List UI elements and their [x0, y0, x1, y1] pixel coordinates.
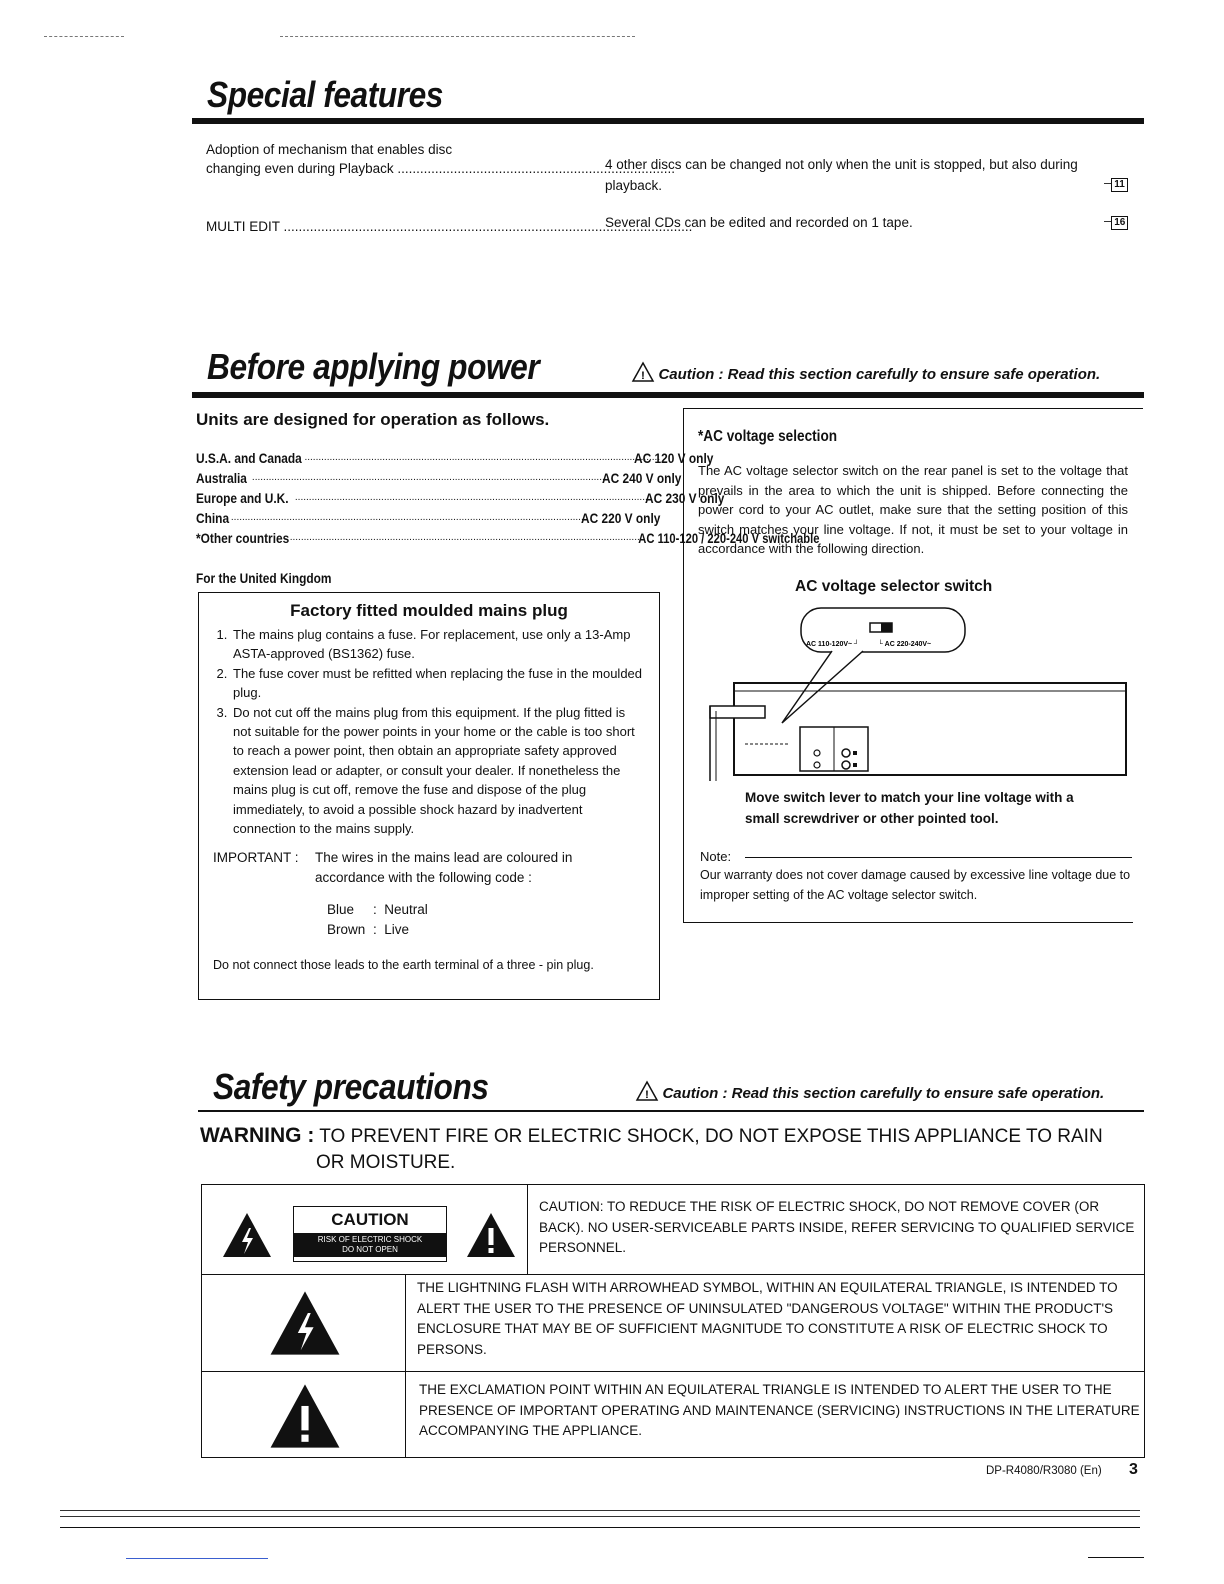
lightning-triangle-icon	[222, 1212, 272, 1258]
uk-plug-box	[198, 592, 660, 1000]
note-text: Our warranty does not cover damage caused by excessive line voltage due to improper setting of the AC voltage selector switch.	[700, 868, 1131, 902]
exclamation-triangle-icon	[466, 1212, 516, 1258]
feature1-label-b: changing even during Playback ..........................................................................	[206, 161, 675, 176]
important-row	[213, 848, 645, 888]
warning-triangle-icon	[632, 362, 654, 382]
ac-bottom-rule	[683, 922, 1133, 923]
footer-model: DP-R4080/R3080 (En)	[986, 1465, 1102, 1477]
warning-line2: OR MOISTURE.	[316, 1152, 456, 1173]
row2-bottom	[201, 1371, 1145, 1372]
plug-list	[213, 625, 645, 838]
feature1-label-a: Adoption of mechanism that enables disc	[206, 142, 453, 157]
units-heading: Units are designed for operation as follows.	[196, 410, 550, 429]
svg-text:!: !	[641, 370, 645, 382]
top-dash-right	[280, 36, 635, 37]
switch-title: AC voltage selector switch	[795, 578, 993, 595]
warning-triangle-icon	[636, 1081, 658, 1101]
switch-left-label: AC 110-120V~ ┘	[806, 641, 860, 648]
switch-right-label: └ AC 220-240V~	[878, 641, 932, 648]
important-label: IMPORTANT :	[213, 850, 299, 866]
note-label: Note:	[700, 849, 732, 864]
svg-text:!: !	[645, 1089, 649, 1101]
plug-item: 2. The fuse cover must be refitted when replacing the fuse in the moulded plug.	[231, 664, 645, 703]
move-switch-text: Move switch lever to match your line voltage with a small screwdriver or other pointed tool.	[745, 790, 1074, 826]
book-icon: 16	[1111, 216, 1128, 230]
feature1-desc-a: 4 other discs can be changed not only when the unit is stopped, but also during	[605, 157, 1078, 172]
wire-code	[327, 900, 645, 940]
ac-switch-diagram	[700, 603, 1140, 793]
safety-caution-note: ! Caution : Read this section carefully to ensure safe operation.	[636, 1081, 1104, 1103]
power-rule	[192, 392, 1144, 398]
ac-top-rule	[683, 408, 1143, 409]
bottom-rule-2	[60, 1516, 1140, 1517]
important-text: The wires in the mains lead are coloured in accordance with the following code :	[315, 850, 573, 886]
plug-item: 3. Do not cut off the mains plug from this equipment. If the plug fitted is not suitable for the power points in your home or the cable is too short to reach a power point, then obtain an appropriate safety approved extension lead or adapter, or consult your dealer. If nonetheless the mains plug is cut off, remove the fuse and dispose of the plug immediately, to avoid a possible shock hazard by inadvertent connection to the mains supply.	[231, 703, 645, 839]
ac-text: The AC voltage selector switch on the rear panel is set to the voltage that prevails in the area to which the unit is shipped. Before connecting the power cord to your AC outlet, make sure that the setting position of this switch matches your line voltage. If not, it must be set to your voltage in accordance with the following direction.	[698, 463, 1128, 557]
uk-heading: For the United Kingdom	[196, 570, 332, 586]
ac-left-rule	[683, 408, 684, 923]
footer-page-number: 3	[1129, 1461, 1138, 1478]
safety-precautions-title: Safety precautions	[213, 1066, 489, 1107]
region-row: U.S.A. and Canada ................................................................................................................................ AC 120 V only	[196, 450, 714, 466]
caution-label-box	[293, 1206, 447, 1262]
region-row: Australia ................................................................................................................................ AC 240 V only	[196, 470, 681, 486]
plug-item: 1. The mains plug contains a fuse. For replacement, use only a 13-Amp ASTA-approved (BS1362) fuse.	[231, 625, 645, 664]
region-row: Europe and U.K. ................................................................................................................................ AC 230 V only	[196, 490, 724, 506]
ac-heading: *AC voltage selection	[698, 428, 838, 445]
special-rule	[192, 118, 1144, 124]
book-icon: 11	[1111, 178, 1128, 192]
lightning-triangle-icon	[268, 1290, 342, 1356]
bottom-rule-3	[60, 1527, 1140, 1528]
caution-sub: RISK OF ELECTRIC SHOCK DO NOT OPEN	[294, 1233, 446, 1257]
feature2-page-ref: – 16	[1104, 212, 1128, 230]
special-features-title: Special features	[207, 74, 443, 115]
safety-rule	[198, 1110, 1144, 1112]
bottom-rule-1	[60, 1510, 1140, 1511]
row1-bottom	[201, 1274, 1145, 1275]
feature1-desc-b: playback.	[605, 178, 663, 193]
region-list	[196, 450, 820, 550]
earth-note: Do not connect those leads to the earth terminal of a three - pin plug.	[213, 958, 594, 973]
caution-label: CAUTION	[331, 1210, 409, 1229]
feature1-page-ref: – 11	[1104, 174, 1128, 192]
plug-title: Factory fitted moulded mains plug	[290, 601, 568, 620]
wire-row: Brown : Live	[327, 922, 410, 938]
bottom-short-rule	[1088, 1557, 1144, 1558]
feature2-label: MULTI EDIT .............................................................................................................	[206, 219, 693, 234]
wire-row: Blue : Neutral	[327, 902, 428, 918]
before-applying-power-title: Before applying power	[207, 346, 540, 387]
cell2-text: THE LIGHTNING FLASH WITH ARROWHEAD SYMBOL, WITHIN AN EQUILATERAL TRIANGLE, IS INTENDED TO ALERT THE USER TO THE PRESENCE OF UNINSULATED "DANGEROUS VOLTAGE" WITHIN THE PRODUCT'S ENCLOSURE THAT MAY BE OF SUFFICIENT MAGNITUDE TO CONSTITUTE A RISK OF ELECTRIC SHOCK TO PERSONS.	[417, 1280, 1118, 1357]
top-dash-left	[44, 36, 124, 37]
region-row: China ................................................................................................................................ AC 220 V only	[196, 510, 660, 526]
cell1-text: CAUTION: TO REDUCE THE RISK OF ELECTRIC SHOCK, DO NOT REMOVE COVER (OR BACK). NO USER-SERVICEABLE PARTS INSIDE, REFER SERVICING TO QUALIFIED SERVICE PERSONNEL.	[539, 1199, 1135, 1255]
region-row: *Other countries ................................................................................................................................ AC 110-120 / 220-240 V switchable	[196, 530, 820, 546]
feature2-desc: Several CDs can be edited and recorded on 1 tape.	[605, 215, 913, 230]
exclamation-triangle-icon	[268, 1383, 342, 1449]
bottom-left-link-line	[126, 1558, 268, 1559]
power-caution-note: ! Caution : Read this section carefully to ensure safe operation.	[632, 362, 1100, 384]
col-divider	[405, 1274, 406, 1458]
row1-divider	[527, 1184, 528, 1274]
warning-line1: WARNING : TO PREVENT FIRE OR ELECTRIC SHOCK, DO NOT EXPOSE THIS APPLIANCE TO RAIN	[200, 1124, 1103, 1147]
note-rule	[745, 857, 1132, 858]
warning-label: WARNING :	[200, 1124, 315, 1147]
cell3-text: THE EXCLAMATION POINT WITHIN AN EQUILATERAL TRIANGLE IS INTENDED TO ALERT THE USER TO THE PRESENCE OF IMPORTANT OPERATING AND MAINTENANCE (SERVICING) INSTRUCTIONS IN THE LITERATURE ACCOMPANYING THE APPLIANCE.	[419, 1382, 1140, 1438]
